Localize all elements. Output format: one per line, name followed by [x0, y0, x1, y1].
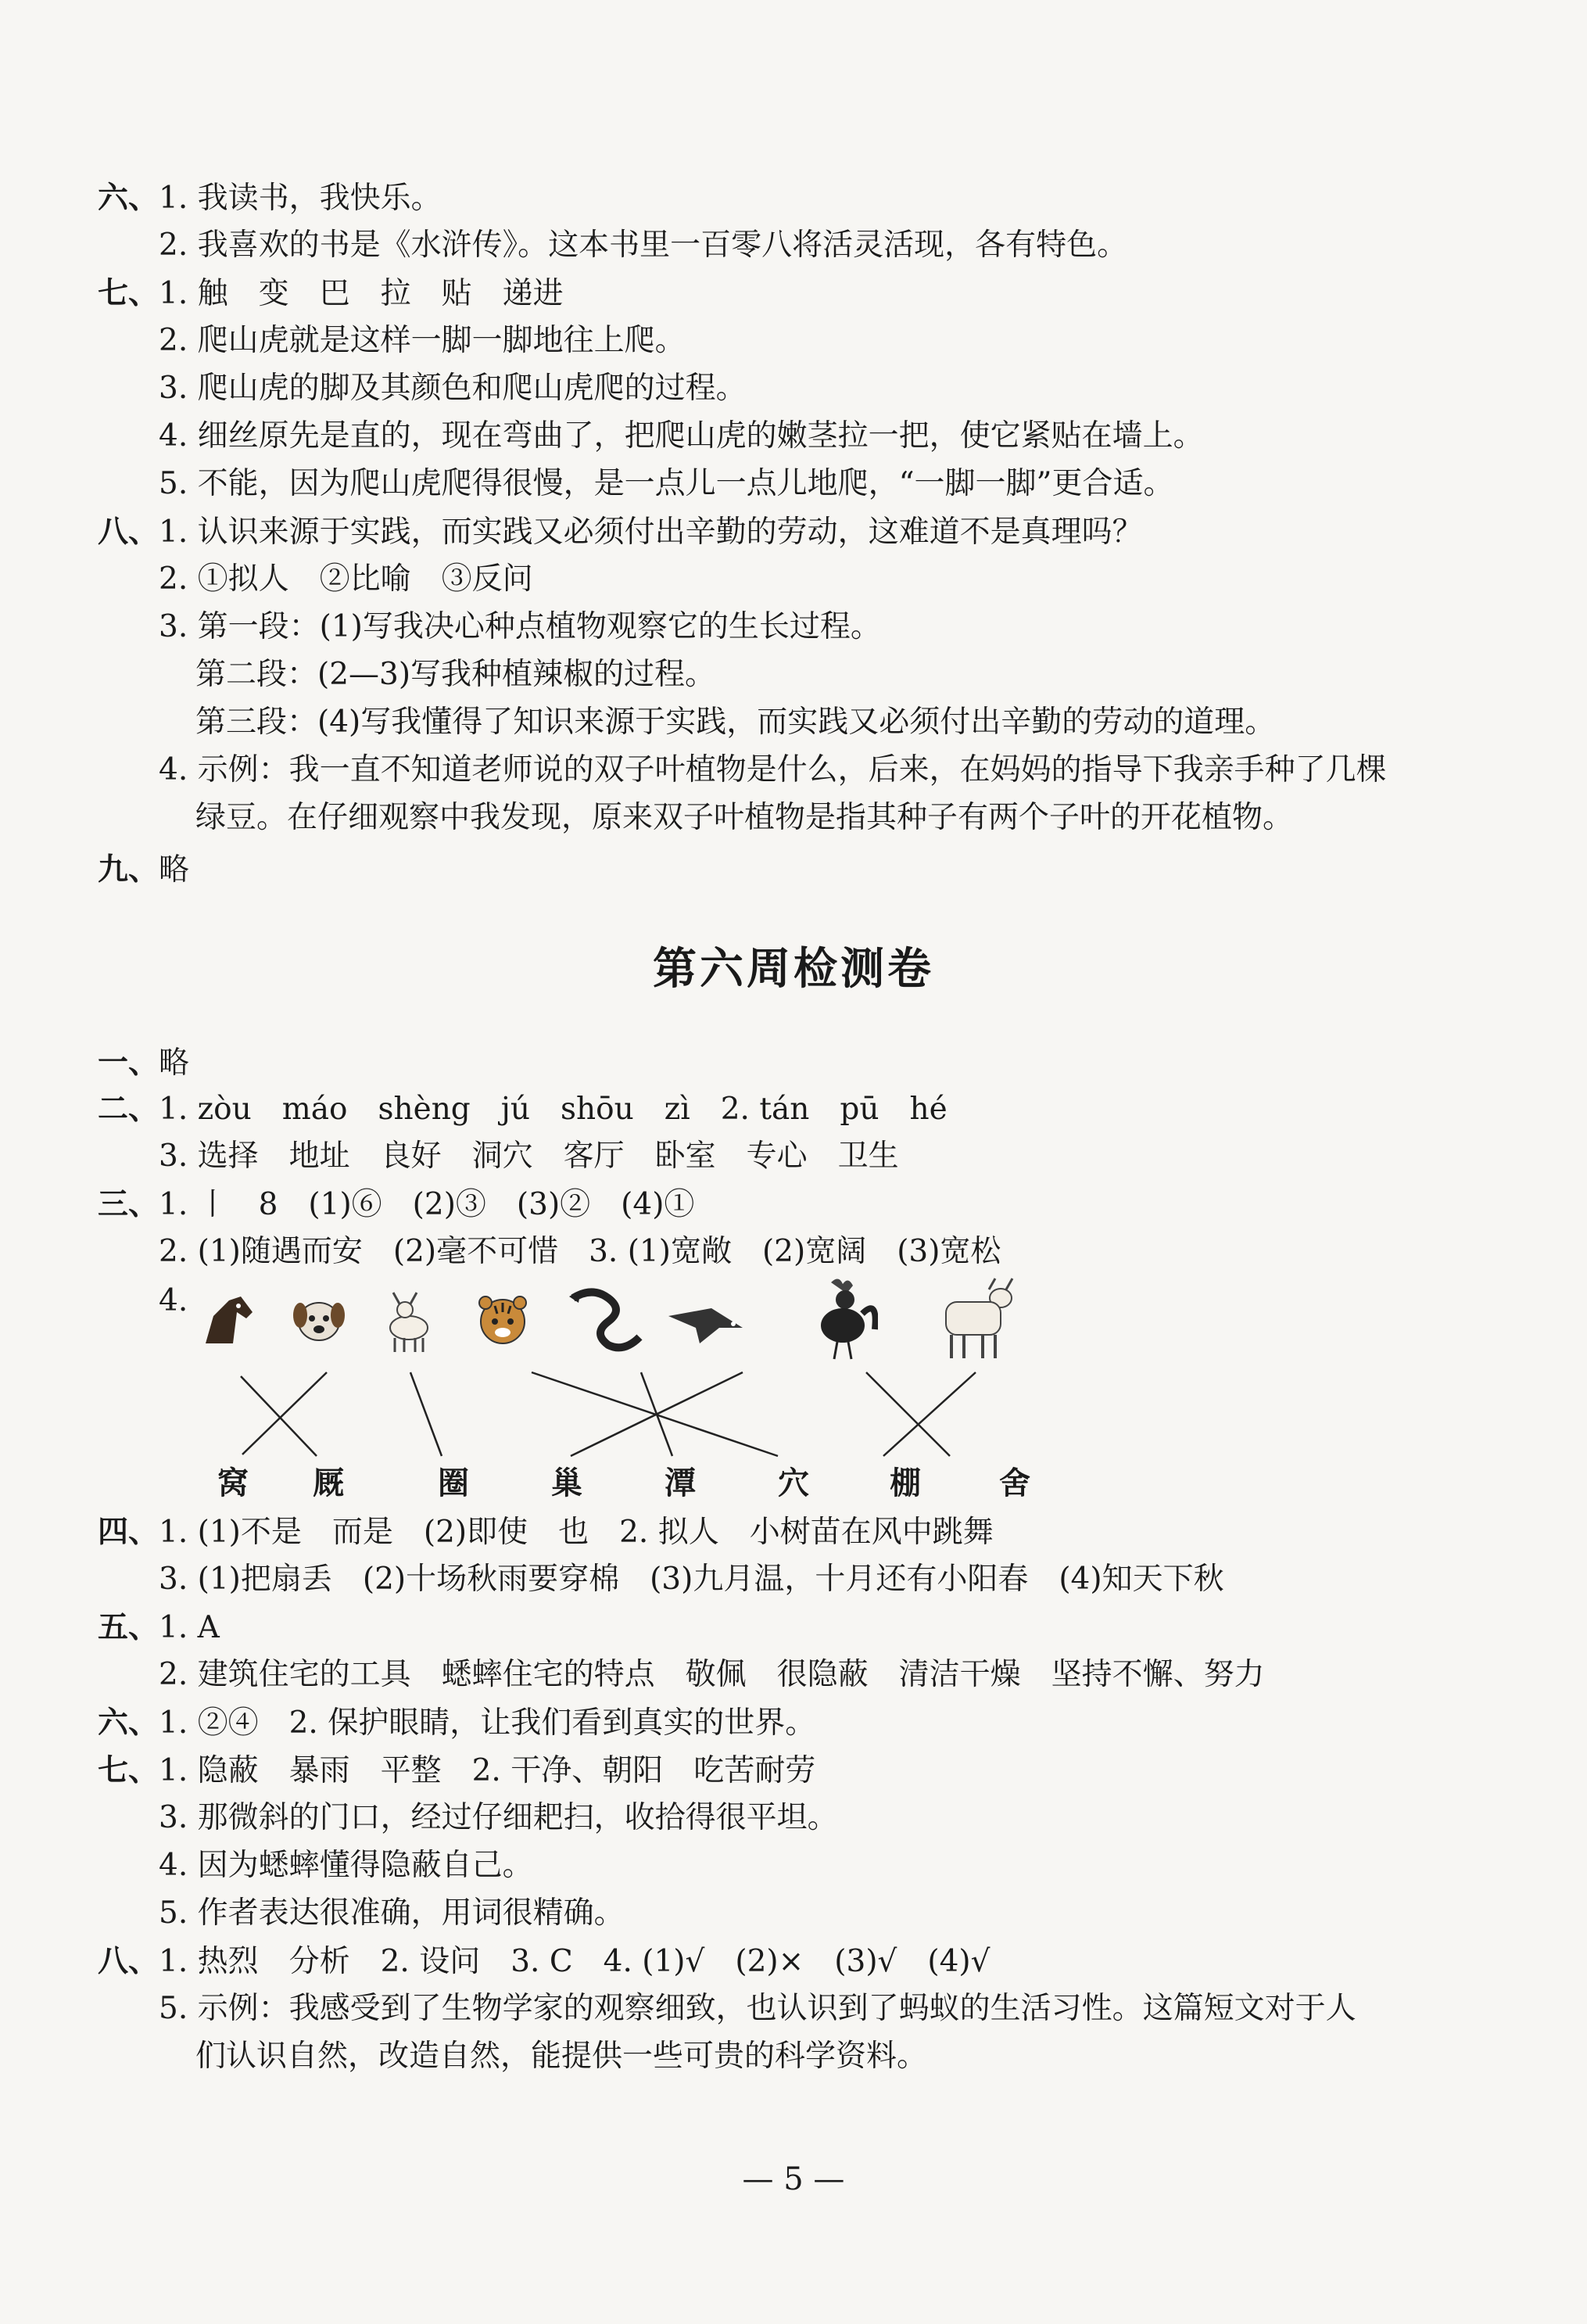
match-char: 舍: [999, 1465, 1030, 1501]
line: 七、1. 隐蔽 暴雨 平整 2. 干净、朝阳 吃苦耐劳: [98, 1752, 816, 1788]
line: 四、1. (1)不是 而是 (2)即使 也 2. 拟人 小树苗在风中跳舞: [98, 1514, 994, 1550]
line: 4. 细丝原先是直的，现在弯曲了，把爬山虎的嫩茎拉一把，使它紧贴在墙上。: [159, 418, 1204, 454]
page-number: — 5 —: [742, 2161, 845, 2197]
line: 3. 第一段：(1)写我决心种点植物观察它的生长过程。: [159, 609, 881, 644]
line: 五、1. A: [98, 1609, 220, 1645]
line: 七、1. 触 变 巴 拉 贴 递进: [98, 275, 564, 311]
line: 5. 作者表达很准确，用词很精确。: [159, 1895, 625, 1931]
line: 3. (1)把扇丢 (2)十场秋雨要穿棉 (3)九月温，十月还有小阳春 (4)知天下秋: [159, 1562, 1224, 1597]
line: 三、1. 丨 8 (1)⑥ (2)③ (3)② (4)①: [98, 1186, 695, 1222]
line: 2. ①拟人 ②比喻 ③反问: [159, 561, 533, 597]
match-char: 巢: [551, 1465, 582, 1501]
line: 二、1. zòu máo shèng jú shōu zì 2. tán pū hé: [98, 1091, 948, 1127]
matching-lines: [188, 1282, 1087, 1462]
line: 4. 示例：我一直不知道老师说的双子叶植物是什么，后来，在妈妈的指导下我亲手种了几棵: [159, 752, 1387, 787]
match-char: 棚: [890, 1465, 921, 1501]
line: 八、1. 认识来源于实践，而实践又必须付出辛勤的劳动，这难道不是真理吗？: [98, 514, 1143, 550]
match-char: 厩: [313, 1465, 344, 1501]
line: 3. 那微斜的门口，经过仔细耙扫，收拾得很平坦。: [159, 1800, 838, 1835]
match-char: 圈: [438, 1465, 469, 1501]
line: 第三段：(4)写我懂得了知识来源于实践，而实践又必须付出辛勤的劳动的道理。: [195, 705, 1276, 740]
line: 八、1. 热烈 分析 2. 设问 3. C 4. (1)√ (2)× (3)√ (4)√: [98, 1943, 991, 1979]
line: 3. 爬山虎的脚及其颜色和爬山虎爬的过程。: [159, 371, 747, 406]
line: 们认识自然，改造自然，能提供一些可贵的科学资料。: [195, 2039, 928, 2074]
line: 九、略: [98, 852, 190, 888]
line: 5. 不能，因为爬山虎爬得很慢，是一点儿一点儿地爬，“一脚一脚”更合适。: [159, 466, 1174, 501]
line: 2. 爬山虎就是这样一脚一脚地往上爬。: [159, 323, 686, 358]
line: 一、略: [98, 1045, 190, 1081]
line: 2. 建筑住宅的工具 蟋蟀住宅的特点 敬佩 很隐蔽 清洁干燥 坚持不懈、努力: [159, 1657, 1265, 1692]
line: 六、1. ②④ 2. 保护眼睛，让我们看到真实的世界。: [98, 1705, 816, 1741]
line: 2. 我喜欢的书是《水浒传》。这本书里一百零八将活灵活现，各有特色。: [159, 228, 1128, 263]
line: 第二段：(2—3)写我种植辣椒的过程。: [195, 657, 716, 692]
line: 绿豆。在仔细观察中我发现，原来双子叶植物是指其种子有两个子叶的开花植物。: [195, 800, 1294, 835]
line: 2. (1)随遇而安 (2)毫不可惜 3. (1)宽敞 (2)宽阔 (3)宽松: [159, 1234, 1001, 1269]
match-char: 潭: [665, 1465, 696, 1501]
line: 5. 示例：我感受到了生物学家的观察细致，也认识到了蚂蚁的生活习性。这篇短文对于人: [159, 1991, 1356, 2026]
line: 4. 因为蟋蟀懂得隐蔽自己。: [159, 1848, 533, 1883]
line: 六、1. 我读书，我快乐。: [98, 180, 442, 216]
line: 4.: [159, 1283, 188, 1318]
match-char: 穴: [778, 1465, 809, 1501]
section-title: 第六周检测卷: [653, 943, 934, 995]
match-char: 窝: [217, 1465, 249, 1501]
line: 3. 选择 地址 良好 洞穴 客厅 卧室 专心 卫生: [159, 1139, 899, 1174]
